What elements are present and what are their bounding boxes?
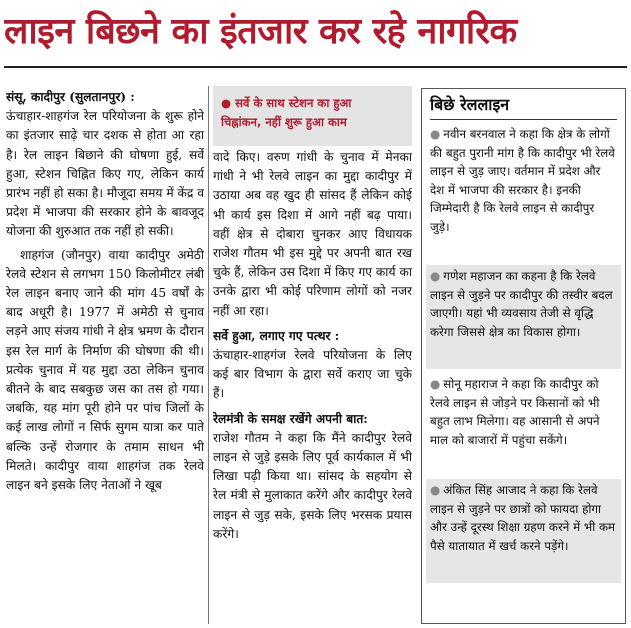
article-paragraph: ऊंचाहार-शाहगंज रेल परियोजना के शुरू होने का इंतजार साढ़े चार दशक से होता आ रहा है। रेल लाइन बिछाने की घोषणा हुई, सर्वे हुआ, स्टेशन चिह्नित किए गए, लेकिन कार्य प्रारंभ नहीं हो सका है। मौजूदा समय में केंद्र व प्रदेश में भाजपा की सरकार होने के बावजूद योजना की शुरुआत तक नहीं हो सकी।	[6, 109, 204, 239]
section-heading: रेलमंत्री के समक्ष रखेंगे अपनी बात:	[213, 411, 368, 426]
quote-text: सोनू महाराज ने कहा कि कादीपुर को रेलवे लाइन से जोड़ने पर किसानों को भी बहुत लाभ मिलेगा। वह आसानी से अपने माल को बाजारों में पहुंचा सकेंगे।	[430, 377, 600, 447]
article-paragraph: वादे किए। वरुण गांधी के चुनाव में मेनका गांधी ने भी रेलवे लाइन का मुद्दा कादीपुर में उठाया अब वह खुद ही सांसद हैं लेकिन कोई भी कार्य इस दिशा में आगे नहीं बढ़ पाया। वहीं क्षेत्र से दोबारा चुनकर आए विधायक राजेश गौतम भी इस मुद्दे पर अपनी बात रख चुके हैं, लेकिन उस दिशा में किए गए कार्य का उनके द्वारा भी कोई परिणाम लोगों को नजर नहीं आ रहा।	[213, 150, 412, 318]
bullet-icon: ●	[430, 127, 441, 141]
column-divider	[208, 86, 209, 624]
subheading-line: चिह्नांकन, नहीं शुरू हुआ काम	[221, 115, 347, 129]
quote-item	[426, 265, 621, 369]
bullet-icon: ●	[430, 269, 441, 283]
quote-item	[426, 125, 621, 257]
article-paragraph: ऊंचाहार-शाहगंज रेलवे परियोजना के लिए कई बार विभाग के द्वारा सर्वे कराए जा चुके हैं।	[213, 348, 412, 401]
bullet-icon: ●	[430, 377, 441, 391]
bullet-icon: ●	[221, 96, 236, 110]
article-column-1	[6, 88, 204, 624]
quote-text: अंकित सिंह आजाद ने कहा कि रेलवे लाइन से जुड़ने पर छात्रों को फायदा होगा और उन्हें दूरस्थ शिक्षा ग्रहण करने में भी कम पैसे यातायात में खर्च करने पड़ेंगे।	[430, 483, 616, 553]
subheading-text: सर्वे के साथ स्टेशन का हुआ	[235, 96, 352, 110]
bullet-icon: ●	[430, 483, 441, 497]
subheading-box	[213, 86, 412, 146]
section-heading: सर्वे हुआ, लगाए गए पत्थर :	[213, 328, 340, 343]
sidebar-rule	[430, 119, 617, 120]
article-paragraph: राजेश गौतम ने कहा कि मैंने कादीपुर रेलवे लाइन से जुड़े इसके लिए पूर्व कार्यकाल में भी लिखा पढ़ी किया था। सांसद के सहयोग से रेल मंत्री से मुलाकात करेंगे और कादीपुर रेलवे लाइन से जुड़ सके, इसके लिए भरसक प्रयास करेंगे।	[213, 430, 412, 541]
quote-text: नवीन बरनवाल ने कहा कि क्षेत्र के लोगों की बहुत पुरानी मांग है कि कादीपुर भी रेलवे लाइन से जुड़ जाए। वर्तमान में प्रदेश और देश में भाजपा की सरकार है। इनकी जिम्मेदारी है कि रेलवे लाइन से कादीपुर जुड़े।	[430, 127, 615, 234]
article-column-2	[213, 148, 412, 624]
headline-rule	[4, 66, 627, 68]
subheading-line	[221, 94, 406, 113]
sidebar-title: बिछे रेललाइन	[430, 95, 510, 114]
byline: संसू, कादीपुर (सुलतानपुर) :	[6, 90, 135, 104]
sidebar-box	[421, 88, 626, 624]
headline: लाइन बिछने का इंतजार कर रहे नागरिक	[4, 11, 517, 52]
article-paragraph: शाहगंज (जौनपुर) वाया कादीपुर अमेठी रेलवे स्टेशन से लगभग 150 किलोमीटर लंबी रेल लाइन बनाए जाने की मांग 45 वर्षों के बाद अधूरी है। 1977 में अमेठी से चुनाव लड़ने आए संजय गांधी ने क्षेत्र भ्रमण के दौरान इस रेल मार्ग के निर्माण की घोषणा की थी। प्रत्येक चुनाव में यह मुद्दा उठा लेकिन चुनाव बीतने के बाद सबकुछ जस का तस हो गया। जबकि, यह मांग पूरी होने पर पांच जिलों के कई लाख लोगों न सिर्फ सुगम यात्रा कर पाते बल्कि उन्हें रोजगार के तमाम साधन भी मिलते। कादीपुर वाया शाहगंज तक रेलवे लाइन बने इसके लिए नेताओं ने खूब	[6, 247, 204, 493]
quote-text: गणेश महाजन का कहना है कि रेलवे लाइन से जुड़ने पर कादीपुर की तस्वीर बदल जाएगी। यहां भी व्यवसाय तेजी से वृद्धि करेगा जिससे क्षेत्र का विकास होगा।	[430, 269, 613, 339]
quote-item	[426, 479, 621, 583]
quote-item	[426, 375, 621, 473]
